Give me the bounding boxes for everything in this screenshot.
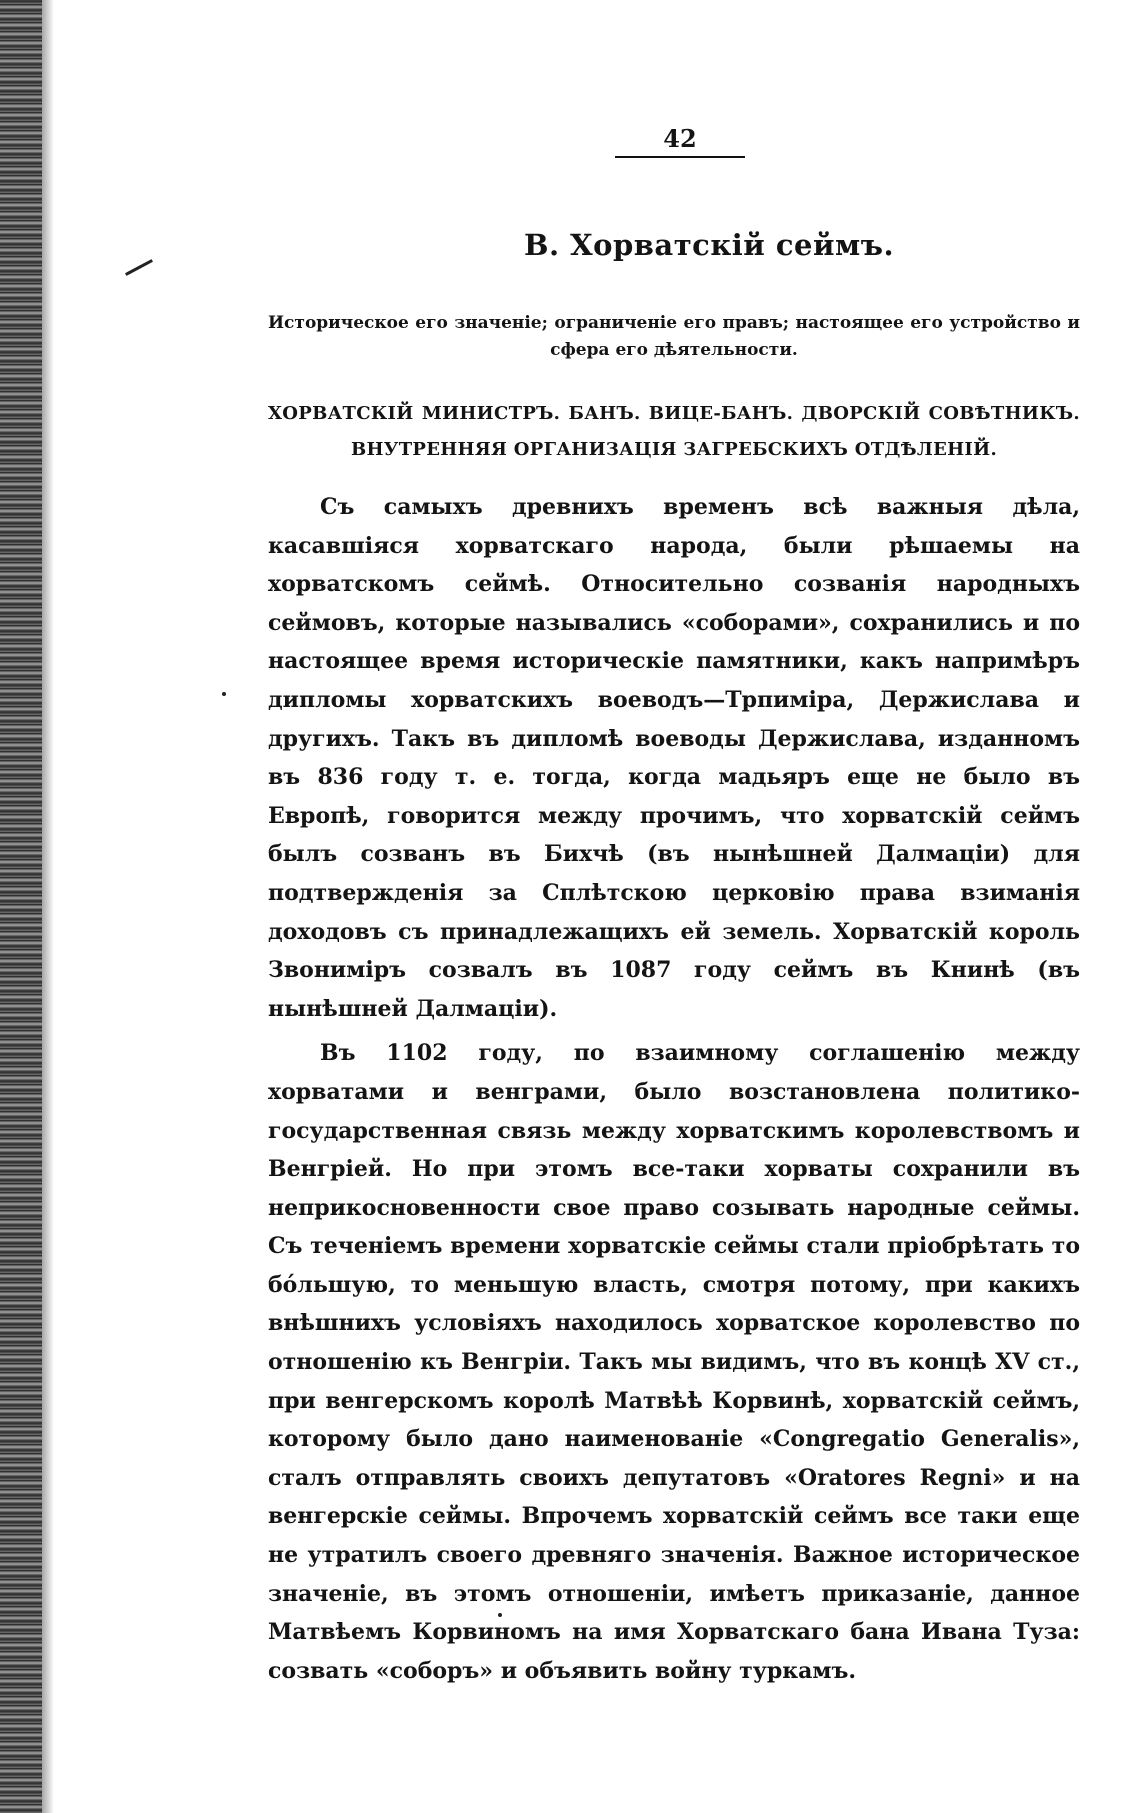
section-subtitle: Историческое его значеніе; ограниченіе его правъ; настоящее его устройство и сфера его дѣятельности. [268,313,1080,360]
body-paragraph-1: Съ самыхъ древнихъ временъ всѣ важныя дѣла, касавшіяся хорватскаго народа, были рѣшаемы на хорватскомъ сеймѣ. Относительно созванія народныхъ сеймовъ, которые назывались «соборами», сохранились и по настоящее время историческіе памятники, какъ напримѣръ дипломы хорватскихъ воеводъ—Трпиміра, Держислава и другихъ. Такъ въ дипломѣ воеводы Держислава, изданномъ въ 836 году т. е. тогда, когда мадьяръ еще не было въ Европѣ, говорится между прочимъ, что хорватскій сеймъ былъ созванъ въ Бихчѣ (въ нынѣшней Далмаціи) для подтвержденія за Сплѣтскою церковію права взиманія доходовъ съ принадлежащихъ ей земель. Хорватскій король Звониміръ созвалъ въ 1087 году сеймъ въ Книнѣ (въ нынѣшней Далмаціи). [268,494,1080,1022]
section-topics: ХОРВАТСКІЙ МИНИСТРЪ. БАНЪ. ВИЦЕ-БАНЪ. ДВОРСКІЙ СОВѢТНИКЪ. ВНУТРЕННЯЯ ОРГАНИЗАЦІЯ ЗАГРЕБСКИХЪ ОТДѢЛЕНІЙ. [268,403,1080,460]
page-content [268,228,1080,1690]
page-number-rule [615,156,745,158]
book-binding-edge [0,0,42,1813]
section-title: В. Хорватскій сеймъ. [523,228,895,262]
body-paragraph-2: Въ 1102 году, по взаимному соглашенію между хорватами и венграми, было возстановлена политико-государственная связь между хорватскимъ королевствомъ и Венгріей. Но при этомъ все-таки хорваты сохранили въ неприкосновенности свое право созывать народные сеймы. Съ теченіемъ времени хорватскіе сеймы стали пріобрѣтать то бо́льшую, то меньшую власть, смотря потому, при какихъ внѣшнихъ условіяхъ находилось хорватское королевство по отношенію къ Венгріи. Такъ мы видимъ, что въ концѣ XV ст., при венгерскомъ королѣ Матвѣѣ Корвинѣ, хорватскій сеймъ, которому было дано наименованіе «Congregatio Generalis», сталъ отправлять своихъ депутатовъ «Oratores Regni» и на венгерскіе сеймы. Впрочемъ хорватскій сеймъ все таки еще не утратилъ своего древняго значенія. Важное историческое значеніе, въ этомъ отношеніи, имѣетъ приказаніе, данное Матвѣемъ Корвиномъ на имя Хорватскаго бана Ивана Туза: созвать «соборъ» и объявить войну туркамъ. [268,1040,1080,1684]
margin-pencil-mark [125,259,153,276]
margin-dot-mark [222,692,226,696]
page-number: 42 [663,124,697,153]
